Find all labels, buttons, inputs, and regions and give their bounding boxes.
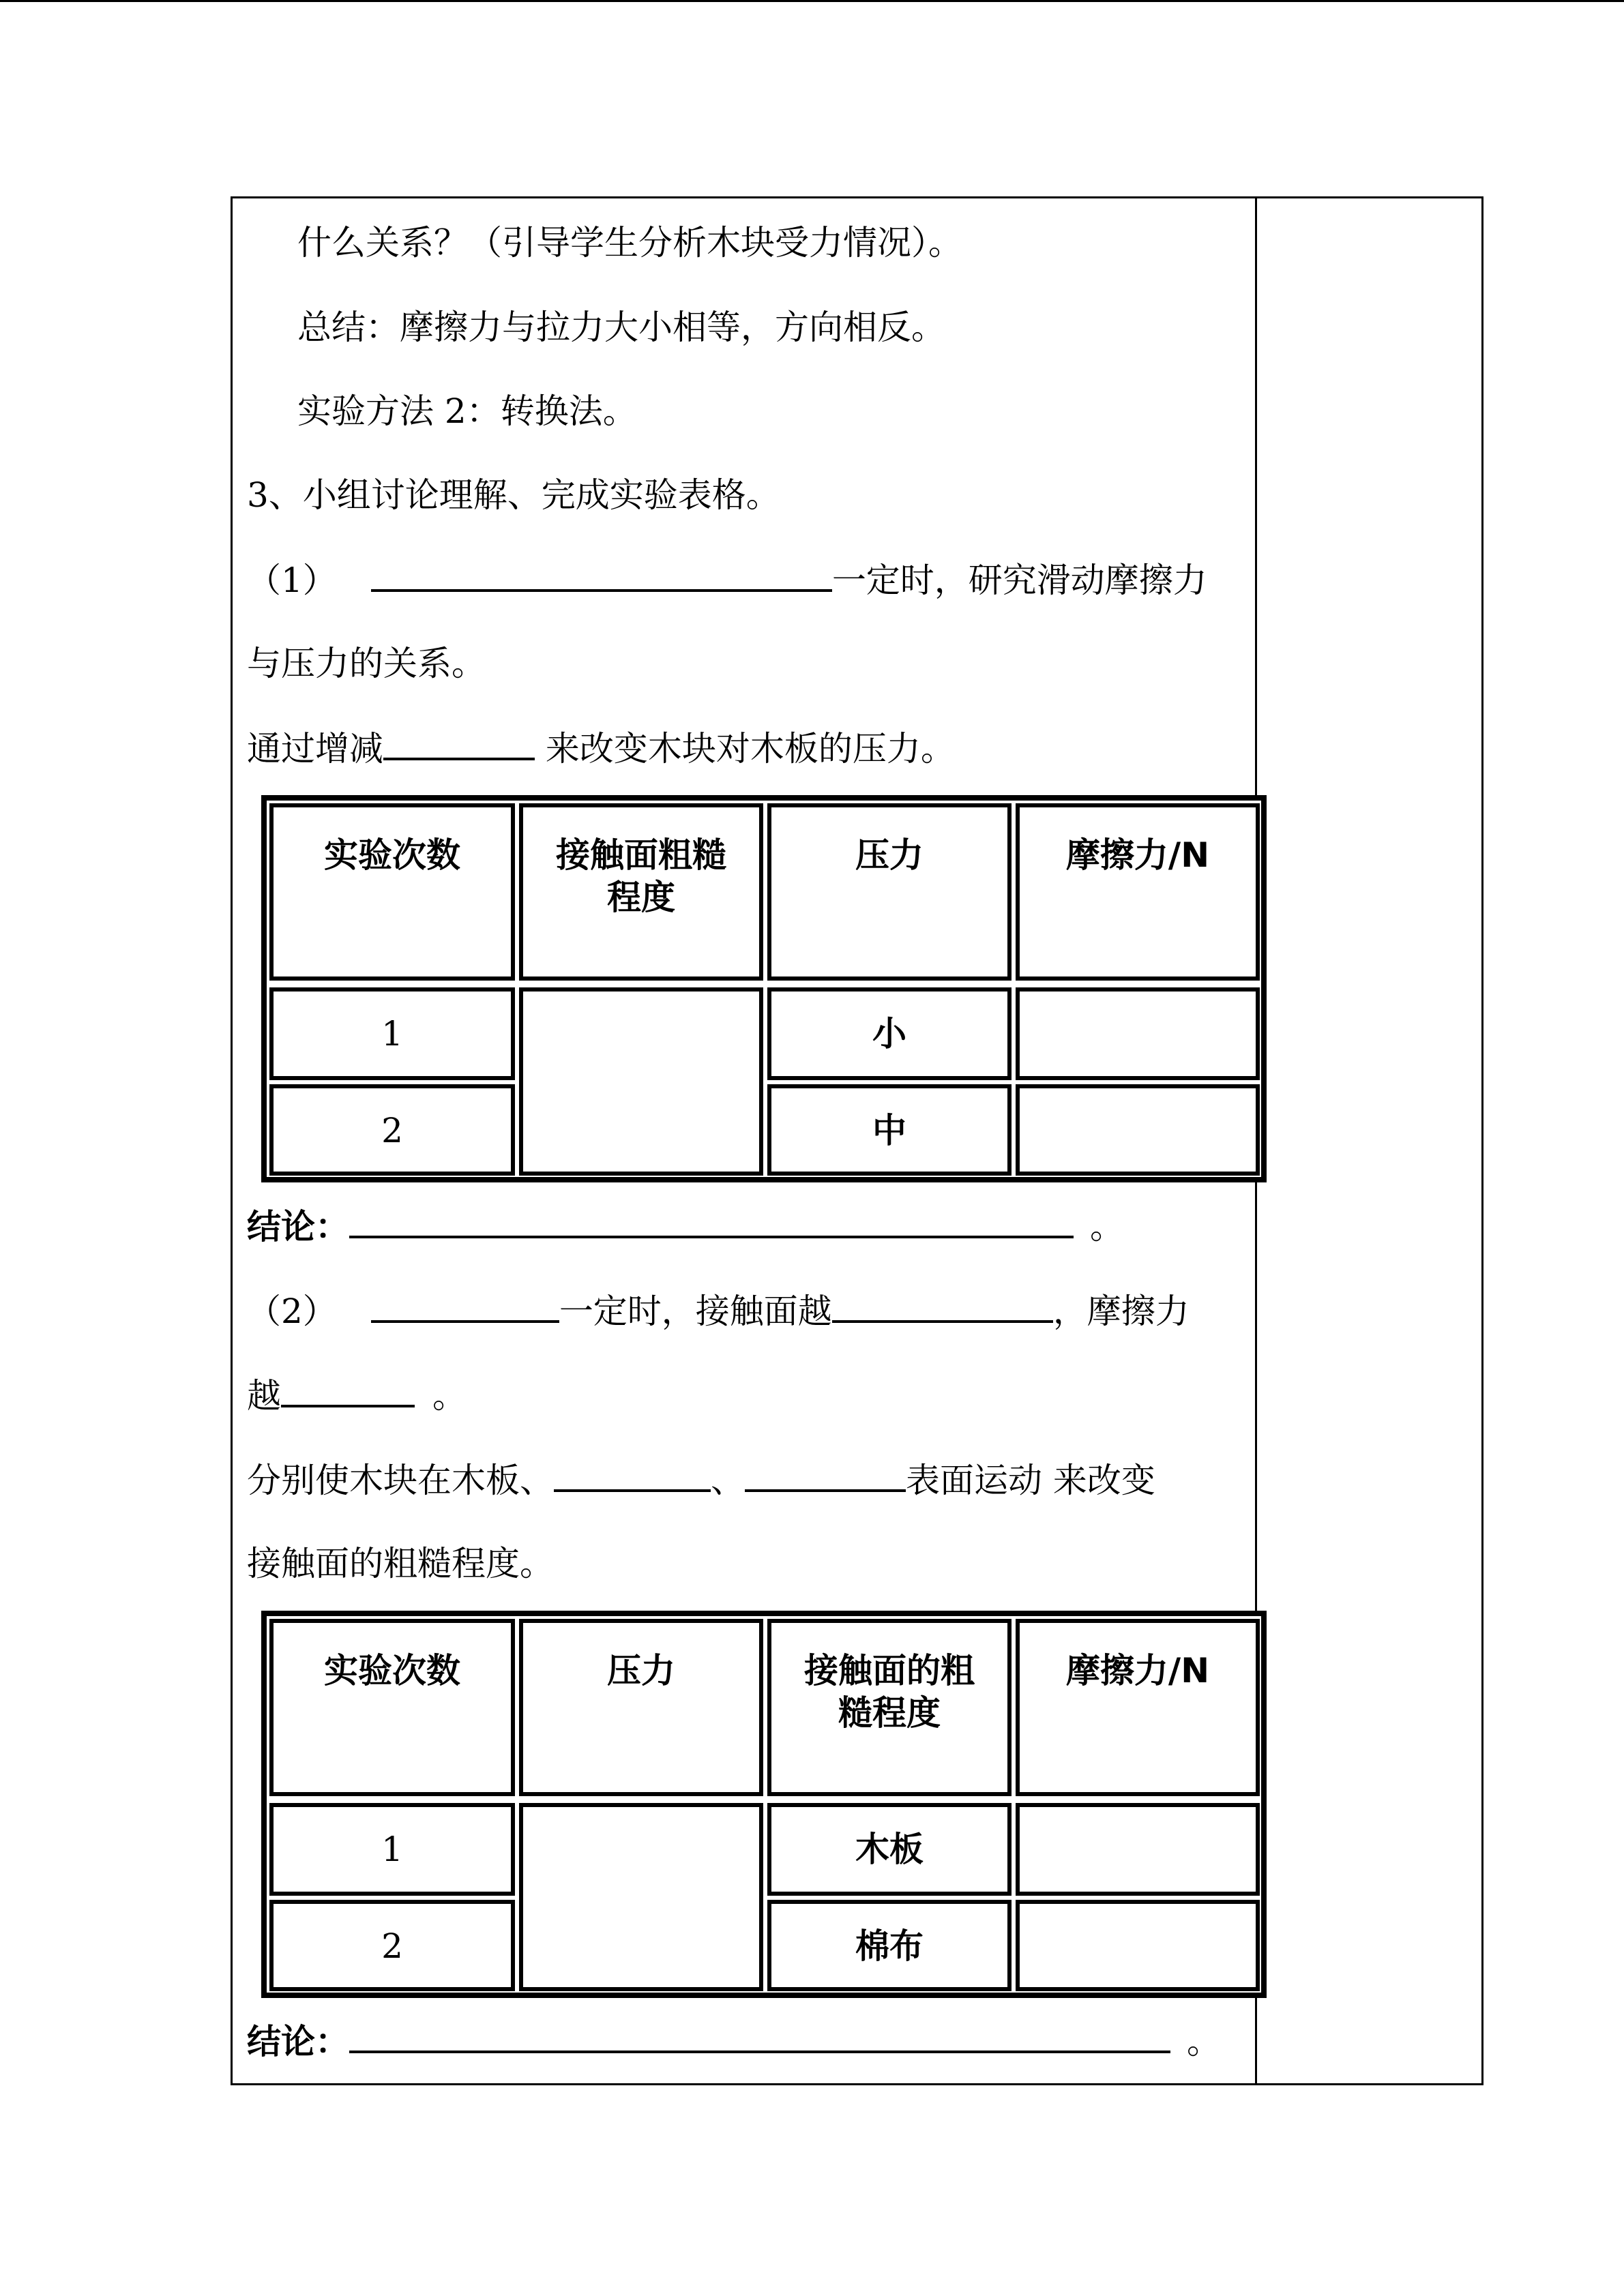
blank-7[interactable] — [745, 1459, 906, 1492]
table2-header-pressure: 压力 — [519, 1619, 763, 1796]
conclusion-2-line — [247, 2021, 1221, 2062]
table2-header-trial: 实验次数 — [269, 1619, 515, 1796]
table1-row1-friction[interactable] — [1016, 987, 1260, 1080]
table1-row2-pressure: 中 — [767, 1084, 1012, 1176]
table1-header-roughness-l1: 接触面粗糙 — [556, 835, 726, 875]
table1-roughness-merged-cell[interactable] — [519, 987, 763, 1176]
table2-header-roughness-l1: 接触面的粗 — [804, 1651, 975, 1690]
discussion-line: 3、小组讨论理解、完成实验表格。 — [247, 475, 780, 515]
question-1-number: （1） — [247, 561, 337, 600]
conclusion-1-blank[interactable] — [349, 1206, 1074, 1238]
method-line: 实验方法 2：转换法。 — [297, 391, 637, 431]
method-2-line — [247, 728, 955, 769]
table2-header-friction: 摩擦力/N — [1016, 1619, 1260, 1796]
blank-1[interactable] — [371, 559, 832, 592]
conclusion-2-end: 。 — [1187, 2022, 1221, 2061]
summary-line: 总结：摩擦力与拉力大小相等，方向相反。 — [297, 308, 945, 347]
blank-4[interactable] — [832, 1290, 1053, 1323]
question-2-text-a: 一定时，接触面越 — [559, 1292, 832, 1331]
blank-5[interactable] — [281, 1375, 415, 1407]
surface-text-b: 、 — [711, 1461, 745, 1500]
conclusion-2-label: 结论： — [247, 2022, 349, 2061]
conclusion-1-label: 结论： — [247, 1207, 349, 1247]
table1-header-pressure: 压力 — [767, 803, 1012, 981]
surface-text-c: 表面运动 来改变 — [906, 1461, 1155, 1500]
page-top-border — [0, 0, 1624, 2]
text-line-1: 什么关系？（引导学生分析木块受力情况）。 — [297, 223, 962, 263]
experiment-table-1 — [261, 795, 1267, 1182]
question-2-number: （2） — [247, 1292, 337, 1331]
question-2-cont-prefix: 越 — [247, 1376, 281, 1416]
surface-text-a: 分别使木块在木板、 — [247, 1461, 554, 1500]
table1-row1-pressure: 小 — [767, 987, 1012, 1080]
method-2-prefix: 通过增减 — [247, 729, 383, 769]
table2-row2-friction[interactable] — [1016, 1900, 1260, 1991]
blank-2[interactable] — [383, 728, 535, 760]
table1-row2-trial: 2 — [269, 1084, 515, 1176]
experiment-table-2 — [261, 1611, 1267, 1998]
conclusion-1-line — [247, 1206, 1124, 1247]
table1-header-roughness: 接触面粗糙 程度 — [519, 803, 763, 981]
method-2-suffix: 来改变木块对木板的压力。 — [535, 729, 955, 769]
table2-row2-surface: 棉布 — [767, 1900, 1012, 1991]
question-2-text-b: ，摩擦力 — [1052, 1292, 1190, 1331]
table2-row1-friction[interactable] — [1016, 1803, 1260, 1896]
question-2-cont — [247, 1375, 467, 1416]
blank-3[interactable] — [371, 1290, 559, 1323]
surface-line-cont: 接触面的粗糙程度。 — [247, 1544, 554, 1583]
question-1-cont: 与压力的关系。 — [247, 644, 486, 683]
table2-header-roughness: 接触面的粗 糙程度 — [767, 1619, 1012, 1796]
table1-header-trial: 实验次数 — [269, 803, 515, 981]
table2-pressure-merged-cell[interactable] — [519, 1803, 763, 1991]
blank-6[interactable] — [554, 1459, 711, 1492]
table1-header-friction: 摩擦力/N — [1016, 803, 1260, 981]
table2-row1-trial: 1 — [269, 1803, 515, 1896]
question-1-line — [247, 559, 1207, 601]
conclusion-1-end: 。 — [1090, 1207, 1124, 1247]
table2-row1-surface: 木板 — [767, 1803, 1012, 1896]
table1-row2-friction[interactable] — [1016, 1084, 1260, 1176]
surface-line — [247, 1459, 1155, 1501]
table2-row2-trial: 2 — [269, 1900, 515, 1991]
table1-row1-trial: 1 — [269, 987, 515, 1080]
conclusion-2-blank[interactable] — [349, 2021, 1170, 2053]
question-2-line — [247, 1290, 1190, 1332]
question-1-text: 一定时，研究滑动摩擦力 — [831, 561, 1207, 600]
question-2-cont-end: 。 — [432, 1376, 467, 1416]
